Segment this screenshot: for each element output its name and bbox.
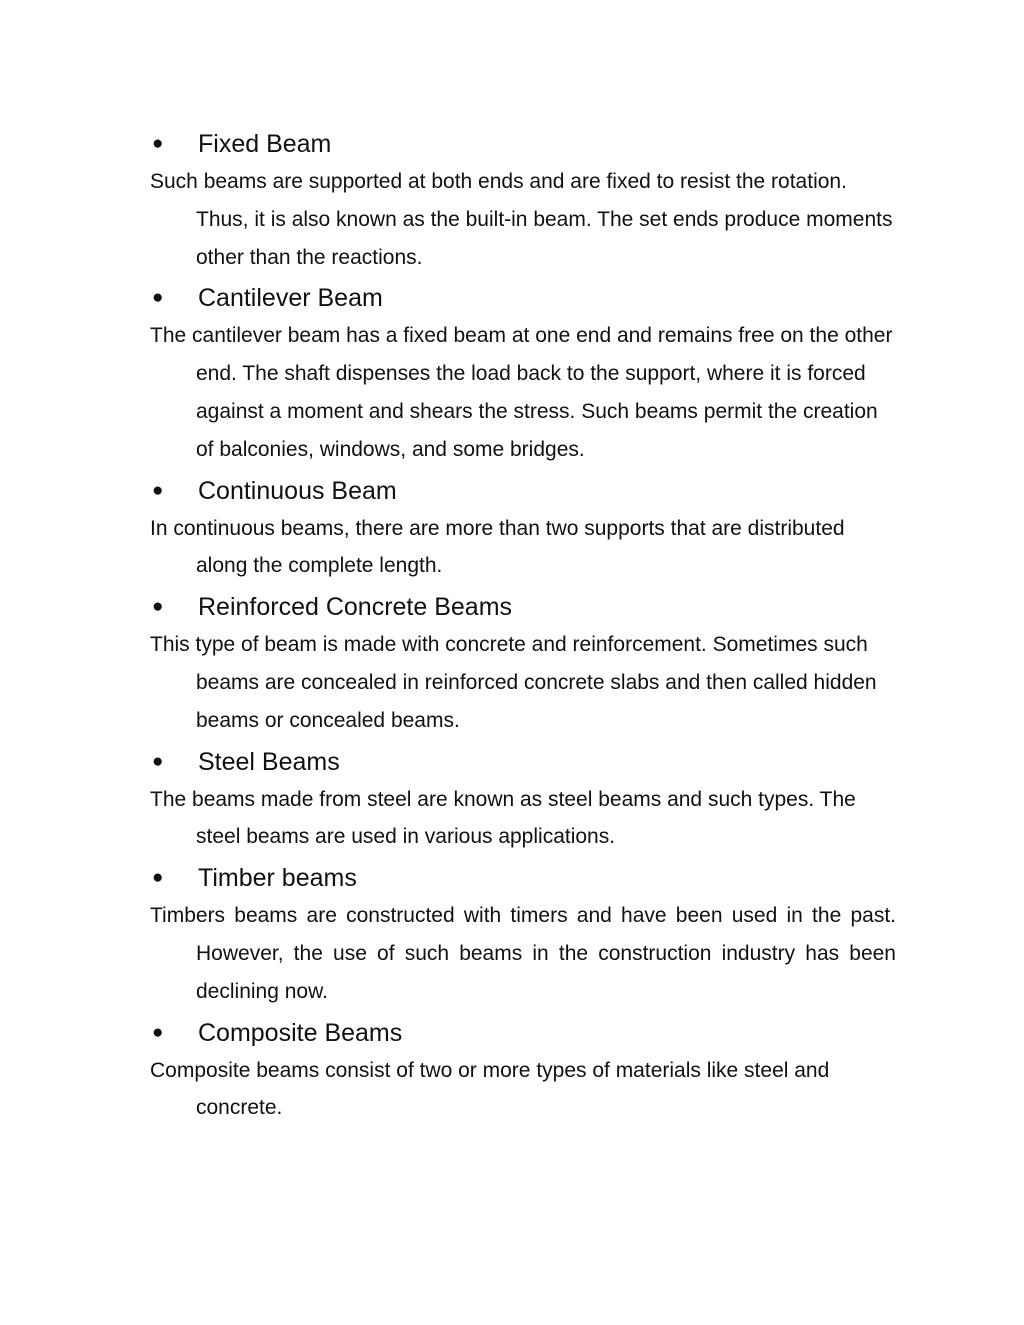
section-heading [150, 859, 896, 897]
bullet-icon: ● [152, 1021, 164, 1043]
section-heading [150, 279, 896, 317]
section-title: Composite Beams [198, 1018, 403, 1047]
bullet-icon: ● [152, 133, 164, 154]
bullet-icon: ● [152, 287, 164, 309]
section-paragraph: Such beams are supported at both ends and are fixed to resist the rotation. Thus, it is also known as the built-in beam. The set ends produce moments other than the reactions. [150, 170, 893, 269]
section-title: Cantilever Beam [198, 284, 383, 313]
section-fixed-beam [150, 125, 896, 276]
document-page [150, 125, 896, 1130]
section-title: Timber beams [198, 864, 357, 893]
section-heading [150, 472, 896, 510]
section-title: Reinforced Concrete Beams [198, 593, 513, 622]
section-paragraph: This type of beam is made with concrete and reinforcement. Sometimes such beams are concealed in reinforced concrete slabs and then called hidden beams or concealed beams. [150, 633, 877, 732]
bullet-icon: ● [152, 867, 164, 889]
section-timber-beams [150, 859, 896, 1010]
section-paragraph: The cantilever beam has a fixed beam at one end and remains free on the other end. The shaft dispenses the load back to the support, where it is forced against a moment and shears the stress. Such beams permit the creation of balconies, windows, and some bridges. [150, 324, 893, 461]
section-composite-beams [150, 1014, 896, 1128]
section-heading [150, 743, 896, 781]
section-paragraph: The beams made from steel are known as steel beams and such types. The steel beams are used in various applications. [150, 787, 856, 849]
bullet-icon: ● [152, 750, 164, 772]
section-cantilever-beam [150, 279, 896, 468]
section-heading [150, 1014, 896, 1052]
section-paragraph: In continuous beams, there are more than two supports that are distributed along the complete length. [150, 516, 845, 578]
section-continuous-beam [150, 472, 896, 586]
bullet-icon: ● [152, 479, 164, 501]
section-paragraph: Timbers beams are constructed with timers and have been used in the past. However, the use of such beams in the construction industry has been declining now. [150, 904, 896, 1003]
section-title: Steel Beams [198, 747, 340, 776]
section-title: Continuous Beam [198, 476, 397, 505]
section-title: Fixed Beam [198, 130, 332, 158]
section-heading [150, 125, 896, 163]
section-steel-beams [150, 743, 896, 857]
section-paragraph: Composite beams consist of two or more types of materials like steel and concrete. [150, 1058, 830, 1120]
bullet-icon: ● [152, 596, 164, 618]
section-heading [150, 588, 896, 626]
section-reinforced-concrete-beams [150, 588, 896, 739]
